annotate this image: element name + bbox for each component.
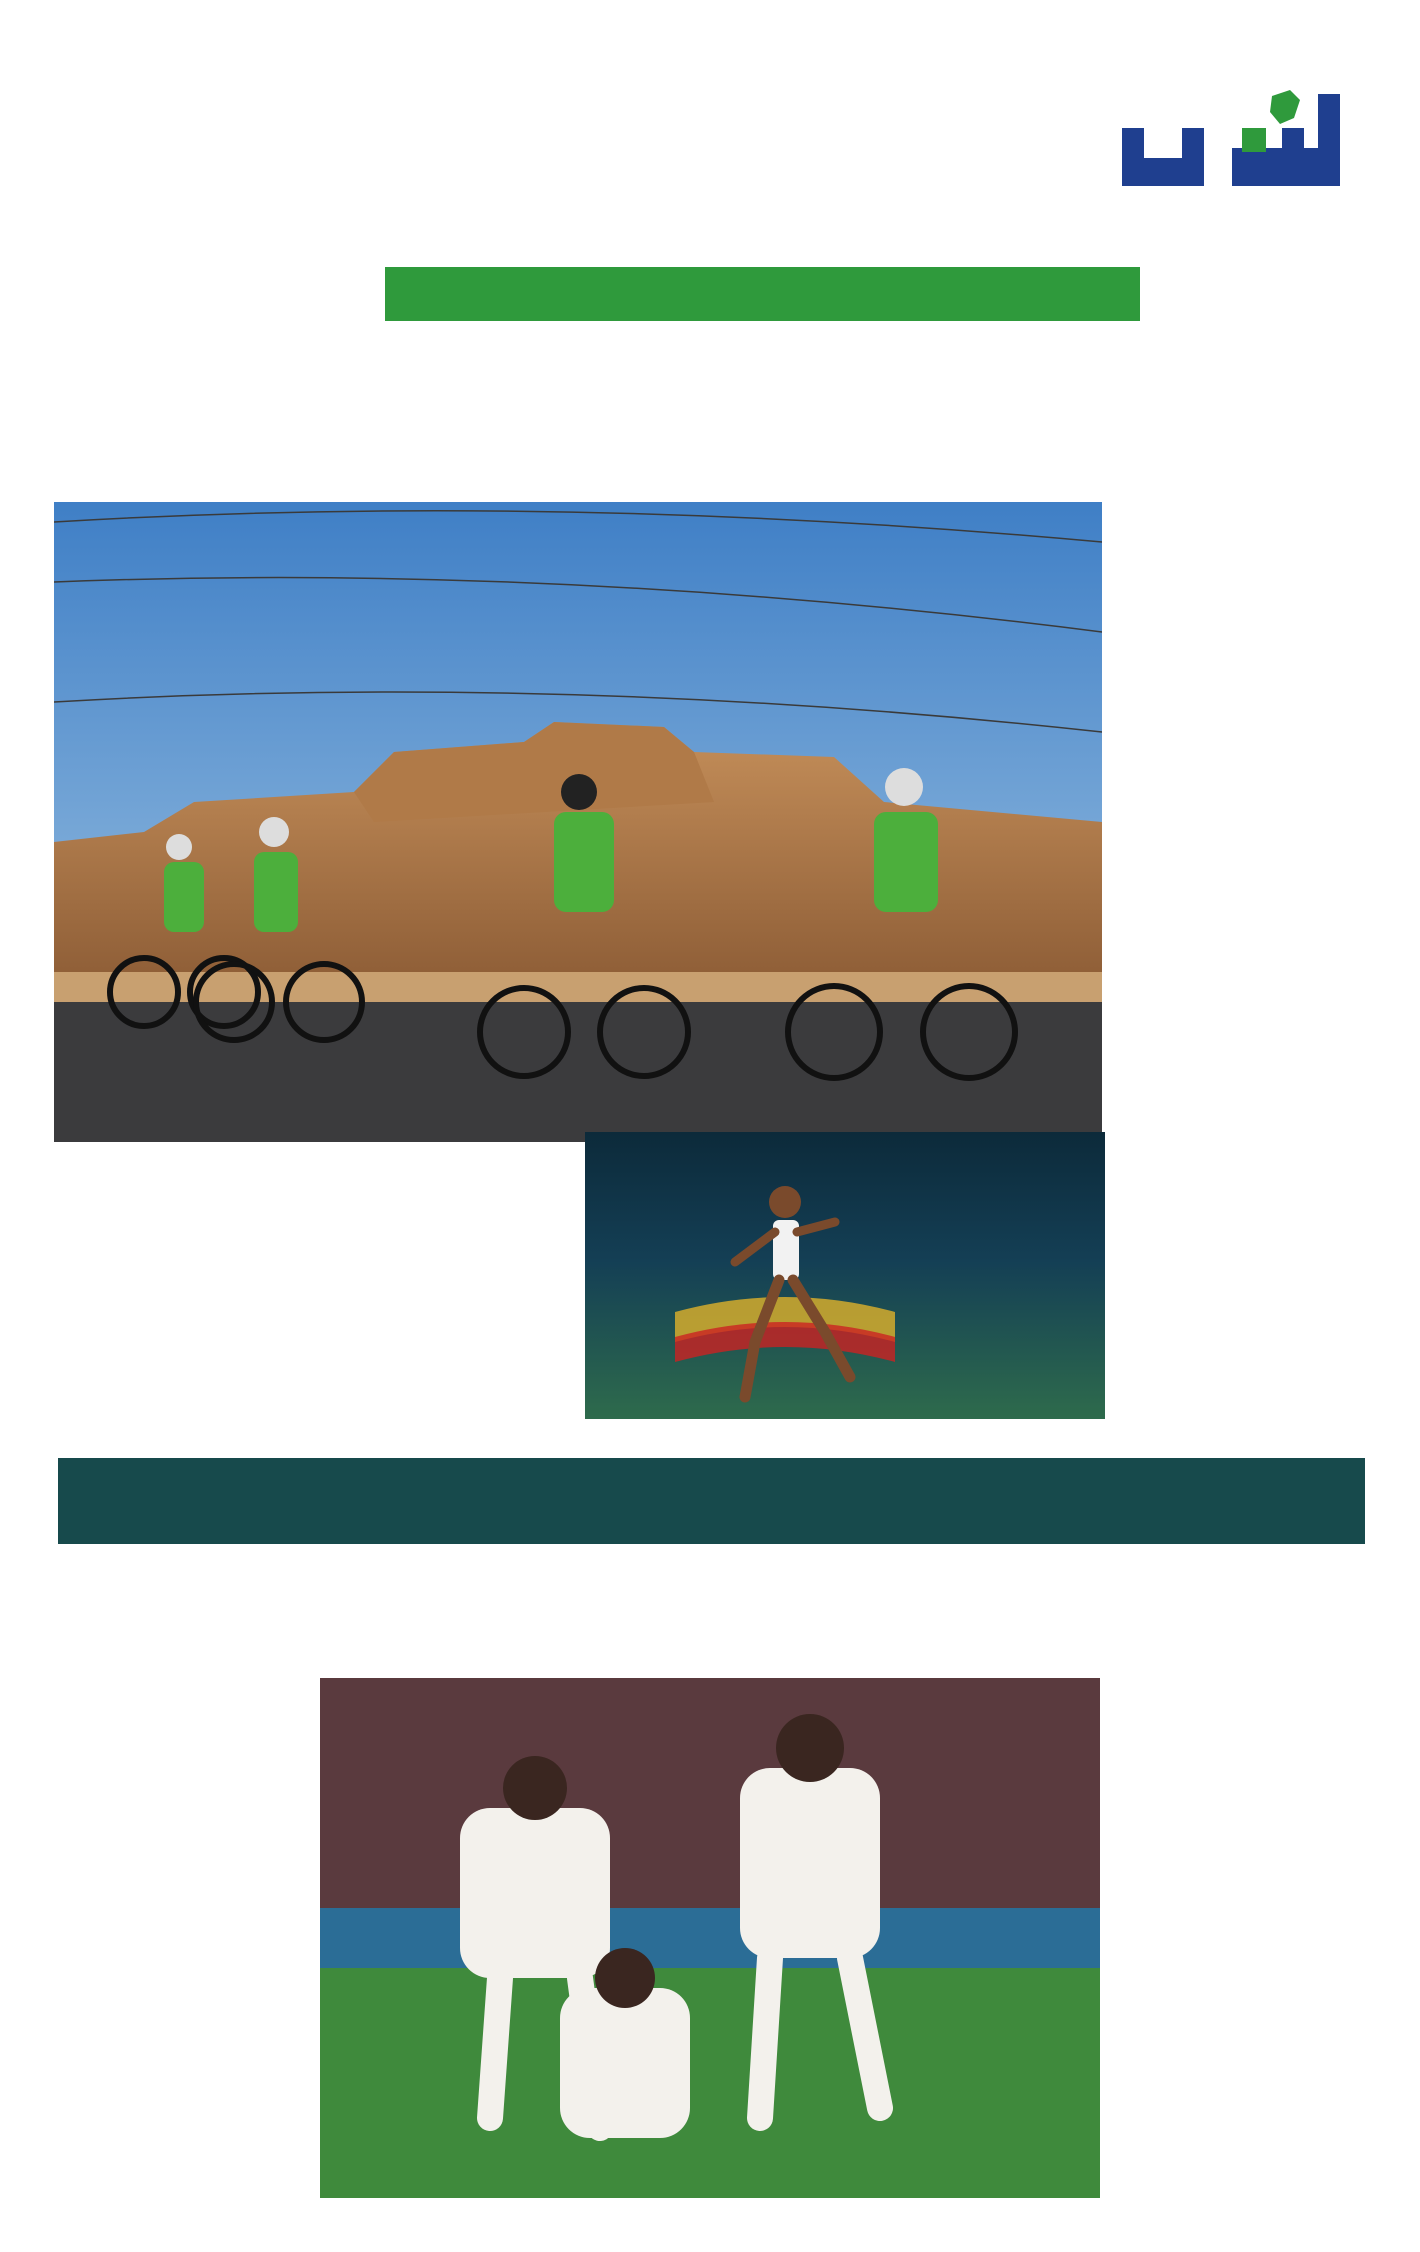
second-headline	[58, 1458, 1365, 1544]
kicker	[385, 267, 1140, 321]
sprinter-illustration	[675, 1162, 895, 1412]
newspaper-logo	[1122, 88, 1358, 198]
cyclists-photo	[54, 502, 1102, 1142]
saudi-games-ad	[585, 1132, 1105, 1419]
football-photo	[320, 1678, 1100, 2198]
